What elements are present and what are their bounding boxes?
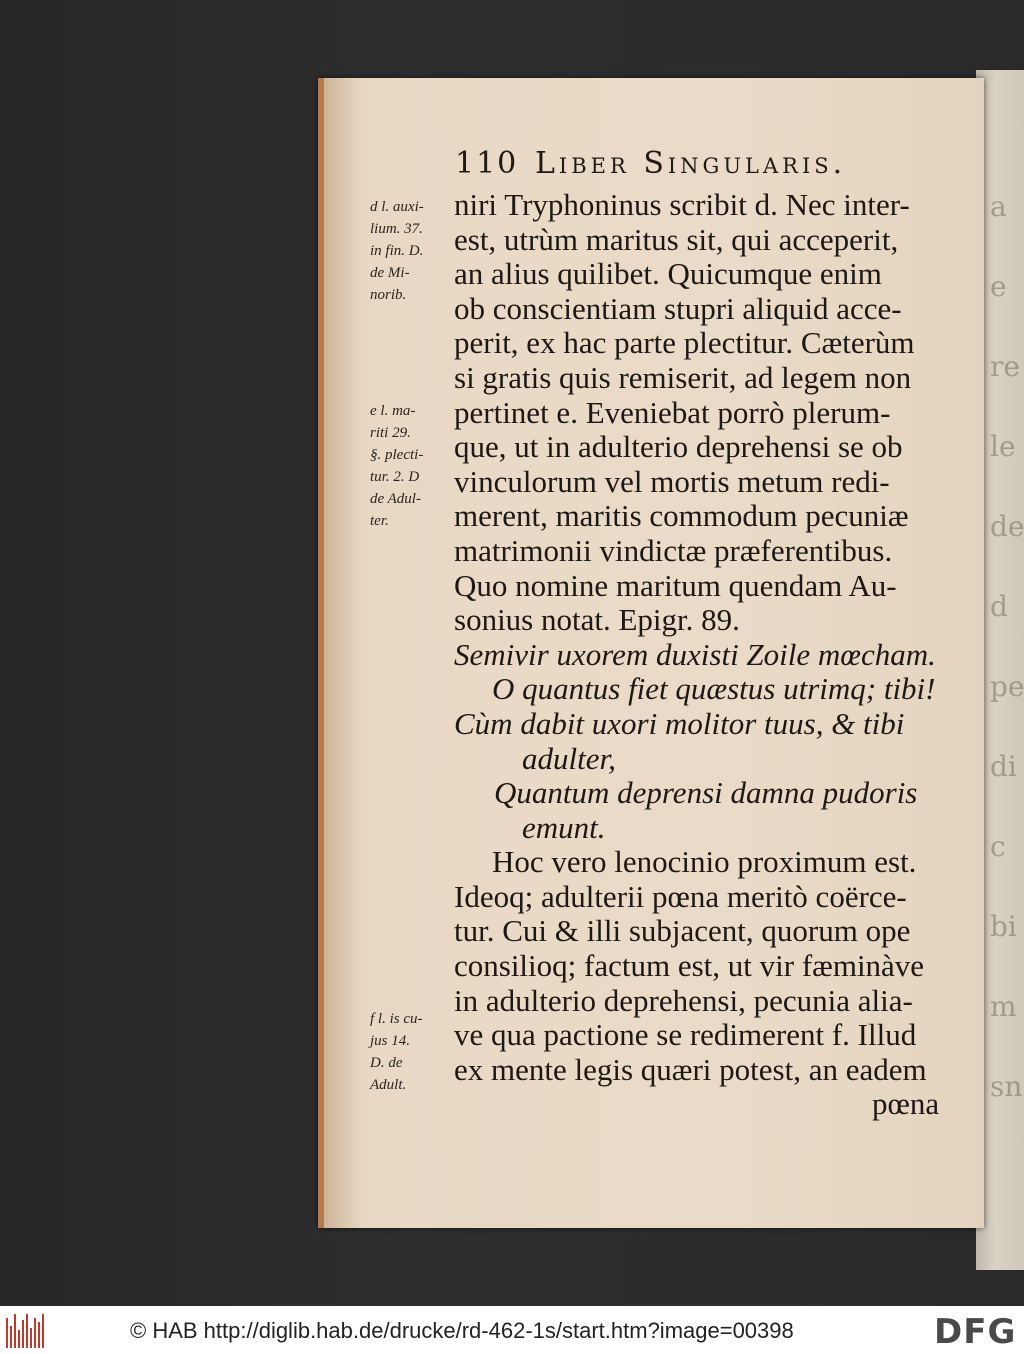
text-line: ob conscientiam stupri aliquid acce- — [454, 290, 902, 326]
logo-bar — [38, 1322, 40, 1348]
facing-page-glyph: c — [990, 830, 1006, 863]
logo-bar — [30, 1328, 32, 1348]
verse-line: Quantum deprensi damna pudoris — [494, 775, 918, 811]
logo-bar — [10, 1326, 12, 1348]
verse-line: Cùm dabit uxori molitor tuus, & tibi — [454, 705, 905, 741]
logo-bar — [26, 1314, 28, 1348]
margin-note-f: f l. is cu- jus 14. D. de Adult. — [370, 1011, 423, 1093]
facing-page-glyph: di — [990, 750, 1017, 783]
running-head — [455, 146, 925, 186]
facing-page-glyph: a — [990, 190, 1007, 223]
logo-bar — [34, 1318, 36, 1348]
facing-page-glyph: m — [990, 990, 1017, 1023]
library-logo-icon — [6, 1314, 46, 1348]
running-title: Liber Singularis. — [535, 146, 847, 181]
viewer-footer — [0, 1306, 1024, 1354]
text-line: Hoc vero lenocinio proximum est. — [492, 844, 917, 880]
text-line: perit, ex hac parte plectitur. Cæterùm — [454, 325, 915, 361]
logo-bar — [14, 1314, 16, 1348]
facing-page-glyph: bi — [990, 910, 1017, 943]
catchword: pœna — [872, 1086, 940, 1122]
text-line: an alius quilibet. Quicumque enim — [454, 256, 882, 292]
logo-bar — [6, 1318, 8, 1348]
verse-line: Semivir uxorem duxisti Zoile mœcham. — [454, 636, 936, 672]
margin-note-e: e l. ma- riti 29. §. plecti- tur. 2. D de Adul- ter. — [370, 403, 424, 529]
text-line: vinculorum vel mortis metum redi- — [454, 463, 890, 499]
facing-page-glyph: d — [990, 590, 1008, 623]
facing-page-glyph: sn — [990, 1070, 1023, 1103]
verse-line: O quantus fiet quæstus utrimq; tibi! — [492, 671, 936, 707]
page-number: 110 — [455, 146, 519, 181]
text-line: si gratis quis remiserit, ad legem non — [454, 359, 912, 395]
facing-page-glyph: pe — [990, 670, 1024, 703]
text-line: merent, maritis commodum pecuniæ — [454, 498, 909, 534]
text-line: consilioq; factum est, ut vir fæminàve — [454, 948, 925, 984]
facing-page-glyph: e — [990, 270, 1007, 303]
logo-bar — [18, 1330, 20, 1348]
text-line: niri Tryphoninus scribit d. Nec inter- — [454, 187, 910, 222]
verse-line: adulter, — [522, 740, 616, 776]
verse-line: emunt. — [522, 809, 606, 845]
logo-bar — [42, 1314, 44, 1348]
facing-page-glyph: re — [990, 350, 1020, 383]
text-line: Quo nomine maritum quendam Au- — [454, 567, 897, 603]
text-line: sonius notat. Epigr. 89. — [454, 602, 740, 638]
text-line: ex mente legis quæri potest, an eadem — [454, 1051, 927, 1087]
text-line: matrimonii vindictæ præferentibus. — [454, 532, 893, 568]
text-line: est, utrùm maritus sit, qui acceperit, — [454, 221, 899, 257]
text-line: in adulterio deprehensi, pecunia alia- — [454, 982, 913, 1018]
text-line: tur. Cui & illi subjacent, quorum ope — [454, 913, 911, 949]
text-line: Ideoq; adulterii pœna meritò coërce- — [454, 878, 907, 914]
copyright-credit[interactable]: © HAB http://diglib.hab.de/drucke/rd-462-1s/start.htm?image=00398 — [130, 1318, 794, 1343]
logo-bar — [22, 1320, 24, 1348]
page-text — [454, 188, 954, 1122]
margin-note-d: d l. auxi- lium. 37. in fin. D. de Mi- norib. — [370, 199, 424, 303]
text-line: pertinet e. Eveniebat porrò plerum- — [454, 394, 891, 430]
text-line: que, ut in adulterio deprehensi se ob — [454, 429, 903, 465]
facing-page-glyph: le — [990, 430, 1016, 463]
dfg-logo: DFG — [934, 1312, 1017, 1352]
text-line: ve qua pactione se redimerent f. Illud — [454, 1017, 917, 1053]
facing-page-glyph: de — [990, 510, 1024, 543]
